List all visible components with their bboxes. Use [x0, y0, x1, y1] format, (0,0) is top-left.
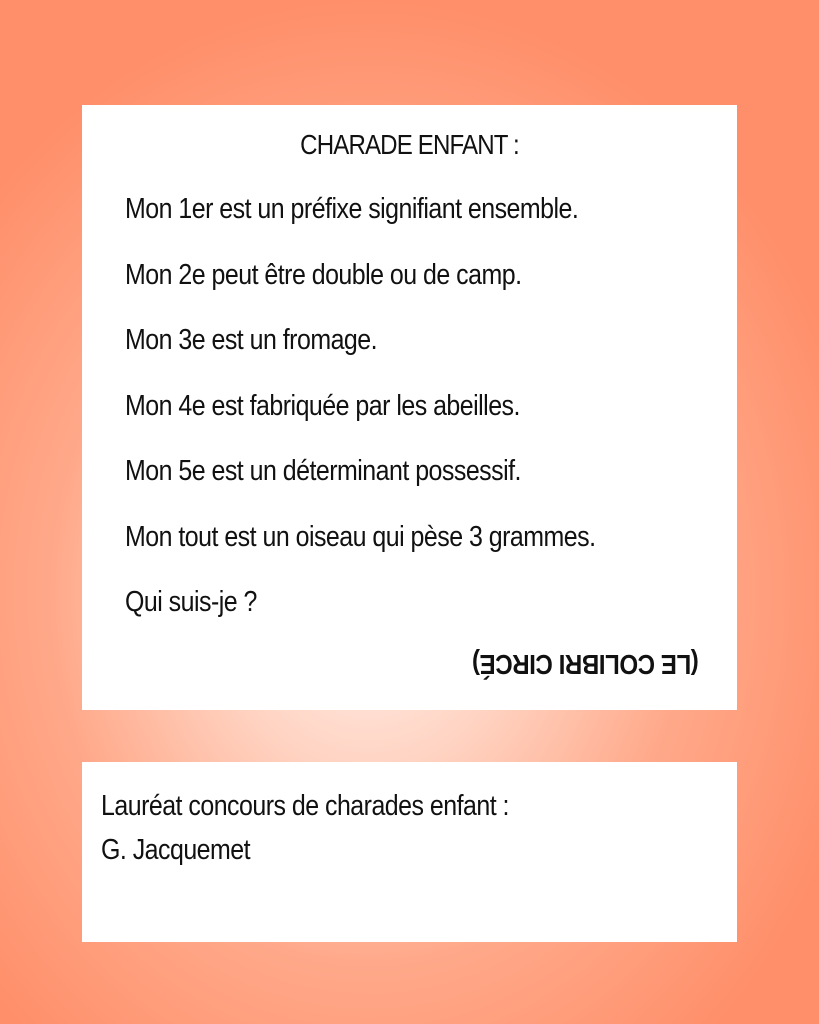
- riddle-lines: [125, 193, 672, 652]
- winner-card: [82, 762, 737, 942]
- riddle-title: CHARADE ENFANT :: [300, 129, 519, 160]
- riddle-answer-upside-down: (LE COLIBRI CIRCÉ): [472, 649, 699, 680]
- riddle-line-2: Mon 2e peut être double ou de camp.: [125, 258, 522, 291]
- winner-label: Lauréat concours de charades enfant :: [101, 790, 509, 822]
- riddle-line-1: Mon 1er est un préfixe signifiant ensemble.: [125, 193, 579, 225]
- riddle-card: [82, 105, 737, 710]
- riddle-question: Qui suis-je ?: [125, 586, 257, 618]
- winner-name: G. Jacquemet: [101, 834, 251, 866]
- riddle-line-6: Mon tout est un oiseau qui pèse 3 grammes.: [125, 520, 596, 553]
- riddle-line-4: Mon 4e est fabriquée par les abeilles.: [125, 389, 520, 422]
- riddle-line-3: Mon 3e est un fromage.: [125, 324, 378, 356]
- riddle-line-5: Mon 5e est un déterminant possessif.: [125, 455, 521, 487]
